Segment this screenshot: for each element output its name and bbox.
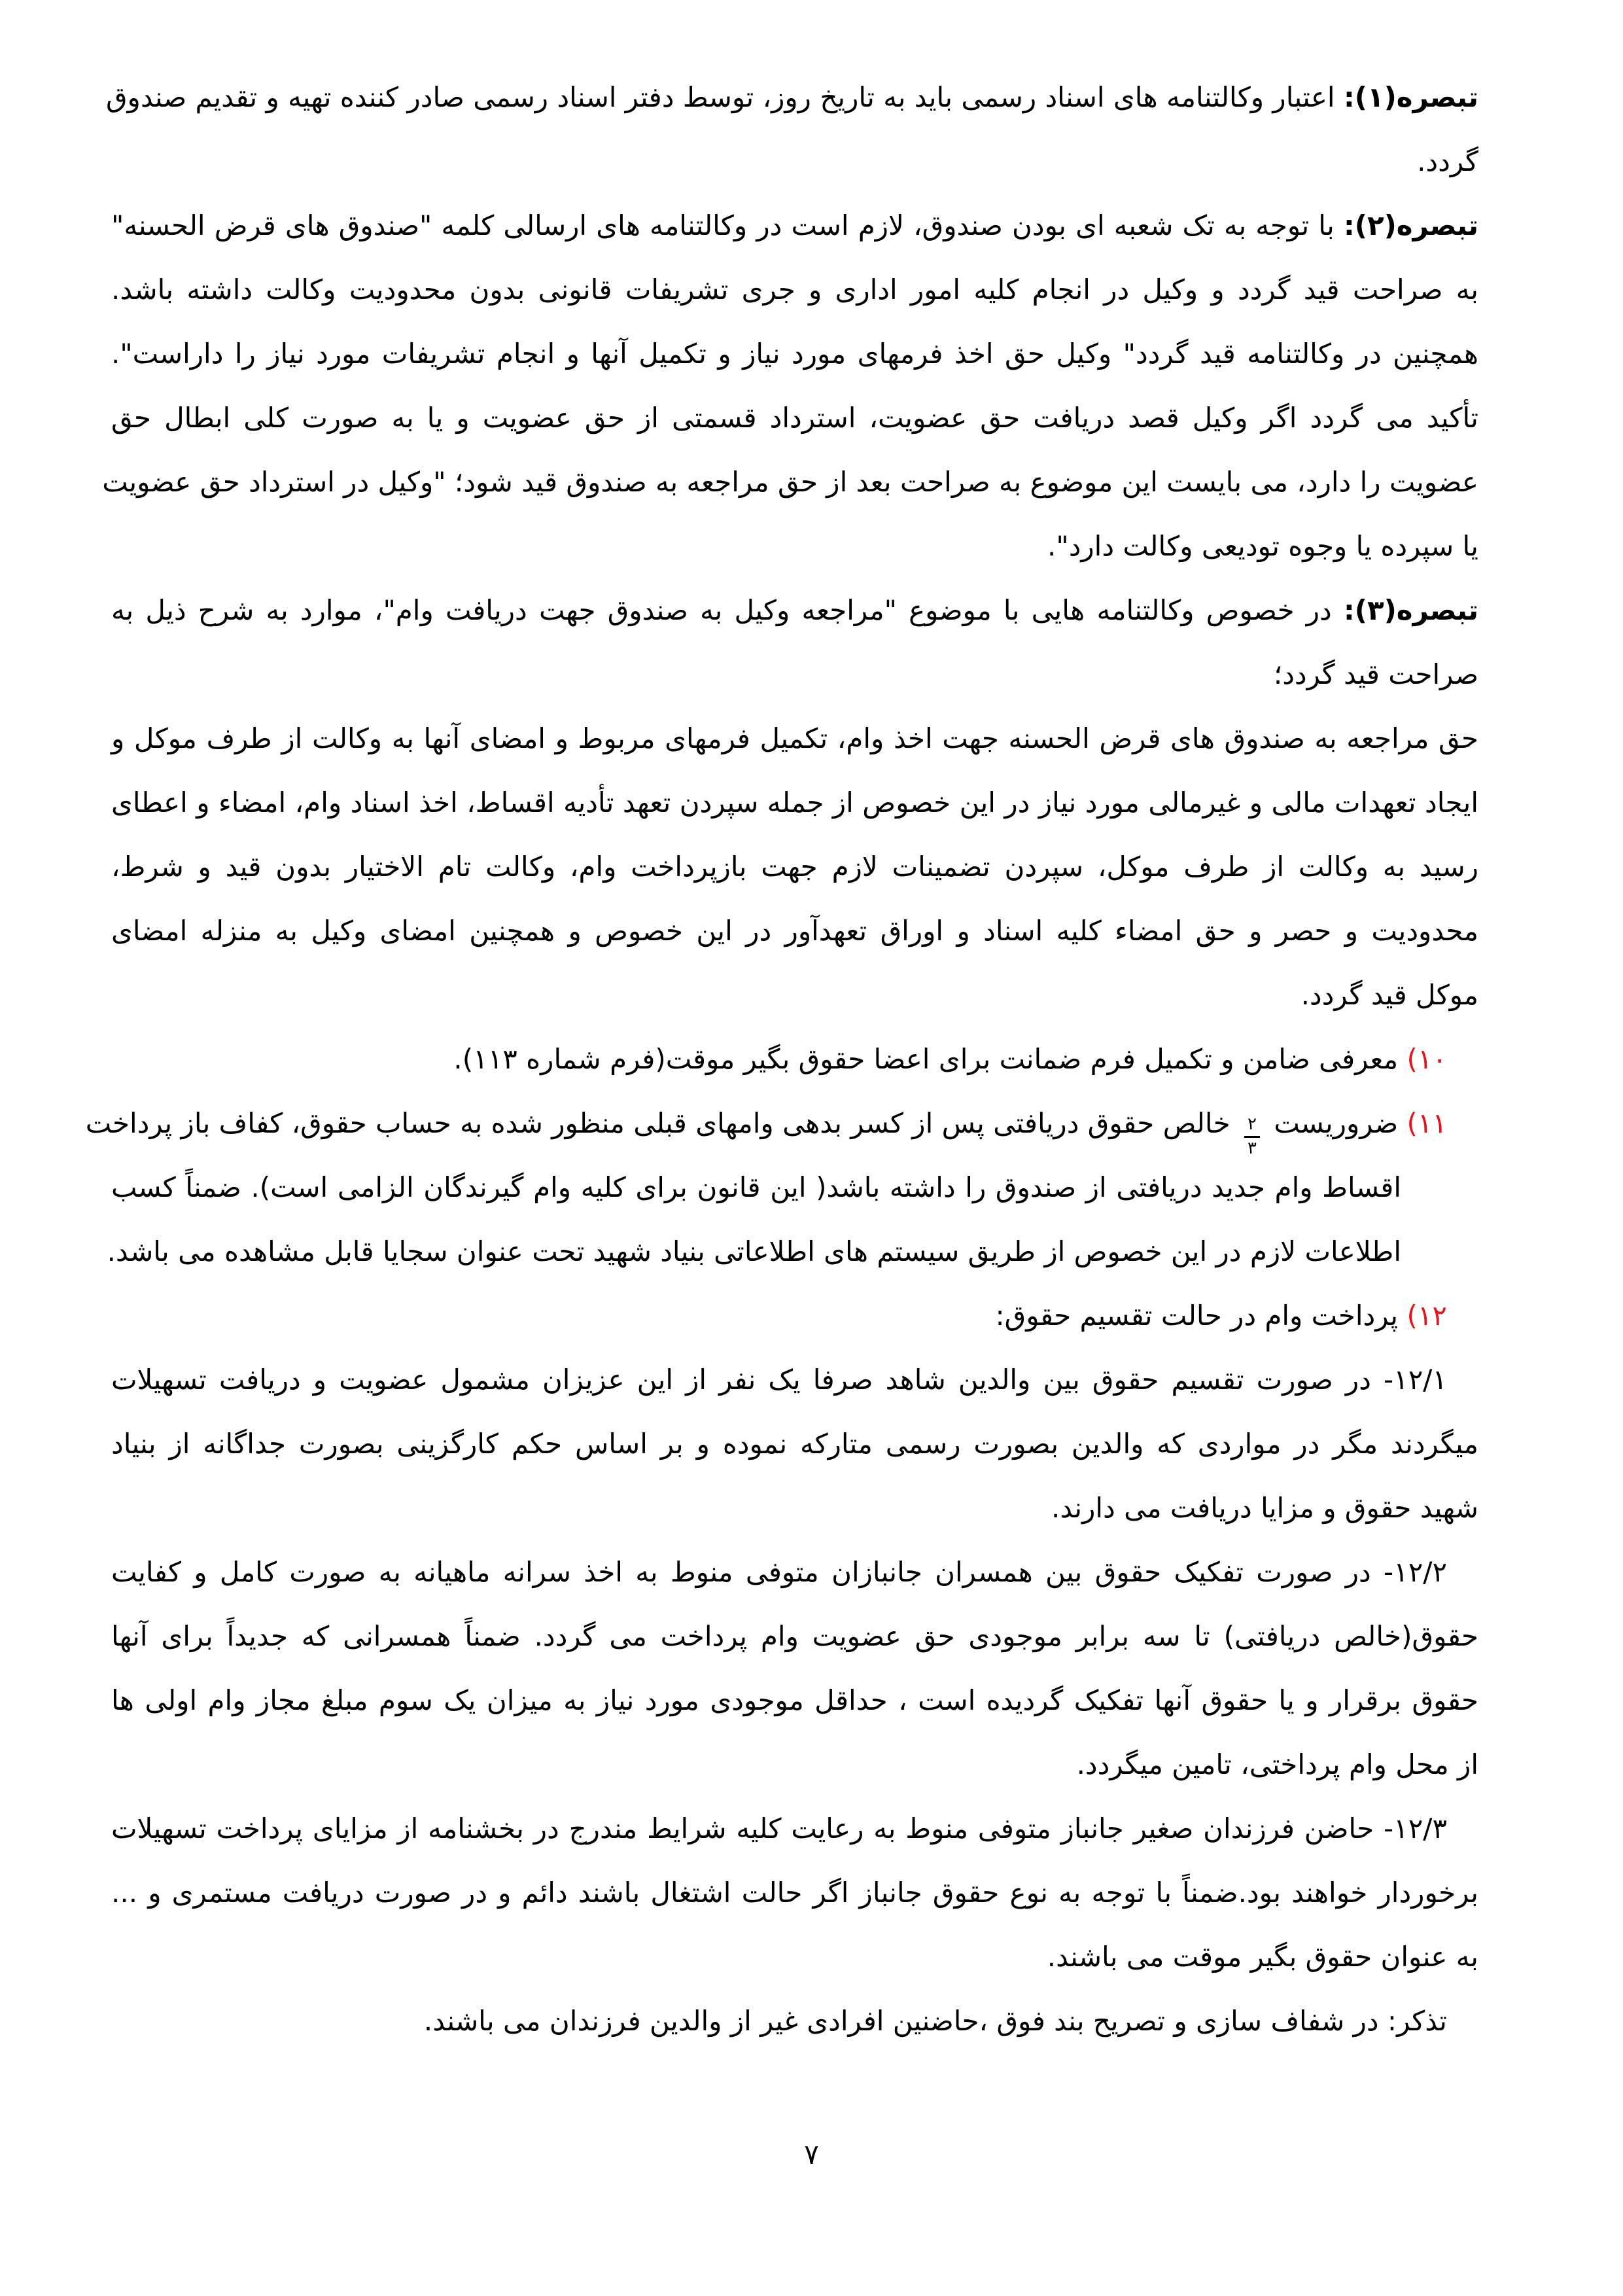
text-line bbox=[111, 1733, 1478, 1797]
text-line bbox=[111, 1989, 1478, 2053]
line-text: عضویت را دارد، می بایست این موضوع به صراحت بعد از حق مراجعه به صندوق قید شود؛ "وکیل در استرداد حق عضویت bbox=[102, 466, 1478, 498]
line-text: یا سپرده یا وجوه تودیعی وکالت دارد". bbox=[1047, 530, 1478, 562]
text-line bbox=[111, 771, 1478, 835]
text-line bbox=[111, 963, 1478, 1027]
text-line bbox=[111, 130, 1478, 194]
text-line bbox=[111, 899, 1478, 963]
line-text: خالص حقوق دریافتی پس از کسر بدهی وامهای قبلی منظور شده به حساب حقوق، کفاف باز پرداخت bbox=[85, 1107, 1230, 1139]
text-line bbox=[111, 1861, 1478, 1925]
line-text: حق مراجعه به صندوق های قرض الحسنه جهت اخذ وام، تکمیل فرمهای مربوط و امضای آنها به وکالت از طرف موکل و bbox=[111, 722, 1478, 754]
text-line bbox=[111, 1925, 1478, 1989]
paragraph-label: تبصره(۱): bbox=[1343, 81, 1478, 113]
paragraph-label: تبصره(۳): bbox=[1343, 594, 1478, 626]
text-line bbox=[111, 1540, 1478, 1604]
line-text: اعتبار وکالتنامه های اسناد رسمی باید به تاریخ روز، توسط دفتر اسناد رسمی صادر کننده تهیه و تقدیم صندوق bbox=[105, 81, 1335, 113]
line-text: موکل قید گردد. bbox=[1300, 979, 1478, 1011]
line-text: در خصوص وکالتنامه هایی با موضوع "مراجعه وکیل به صندوق جهت دریافت وام"، موارد به شرح ذیل به bbox=[111, 594, 1332, 626]
line-text: اقساط وام جدید دریافتی از صندوق را داشته باشد( این قانون برای کلیه وام گیرندگان الزامی است). ضمناً کسب bbox=[111, 1171, 1401, 1203]
text-line bbox=[111, 386, 1478, 450]
line-text: ۱۲/۲- در صورت تفکیک حقوق بین همسران جانبازان متوفی منوط به اخذ سرانه ماهیانه به صورت کامل و کفایت bbox=[111, 1556, 1447, 1588]
text-line bbox=[111, 1156, 1478, 1220]
text-line bbox=[105, 65, 1478, 130]
line-text: گردد. bbox=[1417, 145, 1478, 177]
line-text: همچنین در وکالتنامه قید گردد" وکیل حق اخذ فرمهای مورد نیاز و تکمیل آنها و انجام تشریفات مورد نیاز را داراست". bbox=[111, 338, 1478, 370]
text-line bbox=[111, 514, 1478, 578]
line-text: شهید حقوق و مزایا دریافت می دارند. bbox=[1051, 1492, 1478, 1524]
text-line bbox=[111, 322, 1478, 386]
line-text: ۱۲/۱- در صورت تقسیم حقوق بین والدین شاهد صرفا یک نفر از این عزیزان مشمول عضویت و دریافت تسهیلات bbox=[111, 1364, 1447, 1396]
text-line bbox=[111, 1669, 1478, 1733]
line-text: صراحت قید گردد؛ bbox=[1273, 658, 1478, 690]
text-line bbox=[111, 194, 1478, 258]
paragraph-label: تبصره(۲): bbox=[1343, 209, 1478, 241]
fraction-denominator: ۳ bbox=[1247, 1138, 1257, 1158]
text-line bbox=[111, 1027, 1478, 1091]
line-text: از محل وام پرداختی، تامین میگردد. bbox=[1076, 1748, 1478, 1780]
fraction-numerator: ۲ bbox=[1244, 1115, 1260, 1138]
text-body bbox=[85, 65, 1478, 2053]
text-line bbox=[111, 578, 1478, 643]
text-line bbox=[111, 707, 1478, 771]
line-text: محدودیت و حصر و حق امضاء کلیه اسناد و اوراق تعهدآور در این خصوص و همچنین امضای وکیل به منزله امضای bbox=[111, 915, 1478, 947]
text-line bbox=[107, 1220, 1478, 1284]
line-text: تذکر: در شفاف سازی و تصریح بند فوق ،حاضنین افرادی غیر از والدین فرزندان می باشند. bbox=[423, 2005, 1447, 2037]
page-number: ۷ bbox=[804, 2138, 819, 2170]
text-line bbox=[111, 1797, 1478, 1861]
line-text: اطلاعات لازم در این خصوص از طریق سیستم های اطلاعاتی بنیاد شهید تحت عنوان سجایا قابل مشاهده می باشد. bbox=[107, 1235, 1401, 1267]
text-line bbox=[102, 450, 1478, 514]
line-text: پرداخت وام در حالت تقسیم حقوق: bbox=[995, 1299, 1399, 1332]
line-text: میگردند مگر در مواردی که والدین بصورت رسمی متارکه نموده و بر اساس حکم کارگزینی بصورت جداگانه از بنیاد bbox=[111, 1428, 1478, 1460]
item-number: ۱۲) bbox=[1406, 1299, 1447, 1332]
text-line bbox=[111, 1348, 1478, 1412]
line-text-pre: ضروریست bbox=[1274, 1107, 1399, 1139]
text-line bbox=[111, 643, 1478, 707]
line-text: حقوق(خالص دریافتی) تا سه برابر موجودی حق عضویت وام پرداخت می گردد. ضمناً همسرانی که جدیداً برای آنها bbox=[111, 1620, 1478, 1652]
line-text: تأکید می گردد اگر وکیل قصد دریافت حق عضویت، استرداد قسمتی از حق عضویت و یا به صورت کلی ابطال حق bbox=[111, 402, 1478, 434]
text-line bbox=[111, 835, 1478, 899]
line-text: به عنوان حقوق بگیر موقت می باشند. bbox=[1047, 1941, 1478, 1973]
line-text: معرفی ضامن و تکمیل فرم ضمانت برای اعضا حقوق بگیر موقت(فرم شماره ۱۱۳). bbox=[453, 1043, 1399, 1075]
line-text: با توجه به تک شعبه ای بودن صندوق، لازم است در وکالتنامه های ارسالی کلمه "صندوق های قرض الحسنه" bbox=[111, 209, 1335, 241]
item-number: ۱۱) bbox=[1406, 1107, 1447, 1139]
line-text: ۱۲/۳- حاضن فرزندان صغیر جانباز متوفی منوط به رعایت کلیه شرایط مندرج در بخشنامه از مزایای پرداخت تسهیلات bbox=[111, 1812, 1447, 1845]
line-text: حقوق برقرار و یا حقوق آنها تفکیک گردیده است ، حداقل موجودی مورد نیاز به میزان یک سوم مبلغ مجاز وام اولی ها bbox=[111, 1684, 1478, 1716]
text-line bbox=[111, 258, 1478, 322]
line-text: به صراحت قید گردد و وکیل در انجام کلیه امور اداری و جری تشریفات قانونی بدون محدودیت وکالت داشته باشد. bbox=[111, 274, 1478, 306]
text-line bbox=[111, 1476, 1478, 1540]
fraction-two-thirds bbox=[1244, 1115, 1260, 1159]
item-number: ۱۰) bbox=[1406, 1043, 1447, 1075]
text-line bbox=[85, 1091, 1478, 1158]
text-line bbox=[111, 1284, 1478, 1348]
text-line bbox=[111, 1604, 1478, 1669]
line-text: رسید به وکالت از طرف موکل، سپردن تضمینات لازم جهت بازپرداخت وام، وکالت تام الاختیار بدون قید و شرط، bbox=[111, 851, 1478, 883]
text-line bbox=[111, 1412, 1478, 1476]
line-text: برخوردار خواهند بود.ضمناً با توجه به نوع حقوق جانباز اگر حالت اشتغال باشند دائم و در صورت دریافت مستمری و ... bbox=[111, 1877, 1478, 1909]
line-text: ایجاد تعهدات مالی و غیرمالی مورد نیاز در این خصوص از جمله سپردن تعهد تأدیه اقساط، اخذ اسناد وام، امضاء و اعطای bbox=[111, 786, 1478, 819]
